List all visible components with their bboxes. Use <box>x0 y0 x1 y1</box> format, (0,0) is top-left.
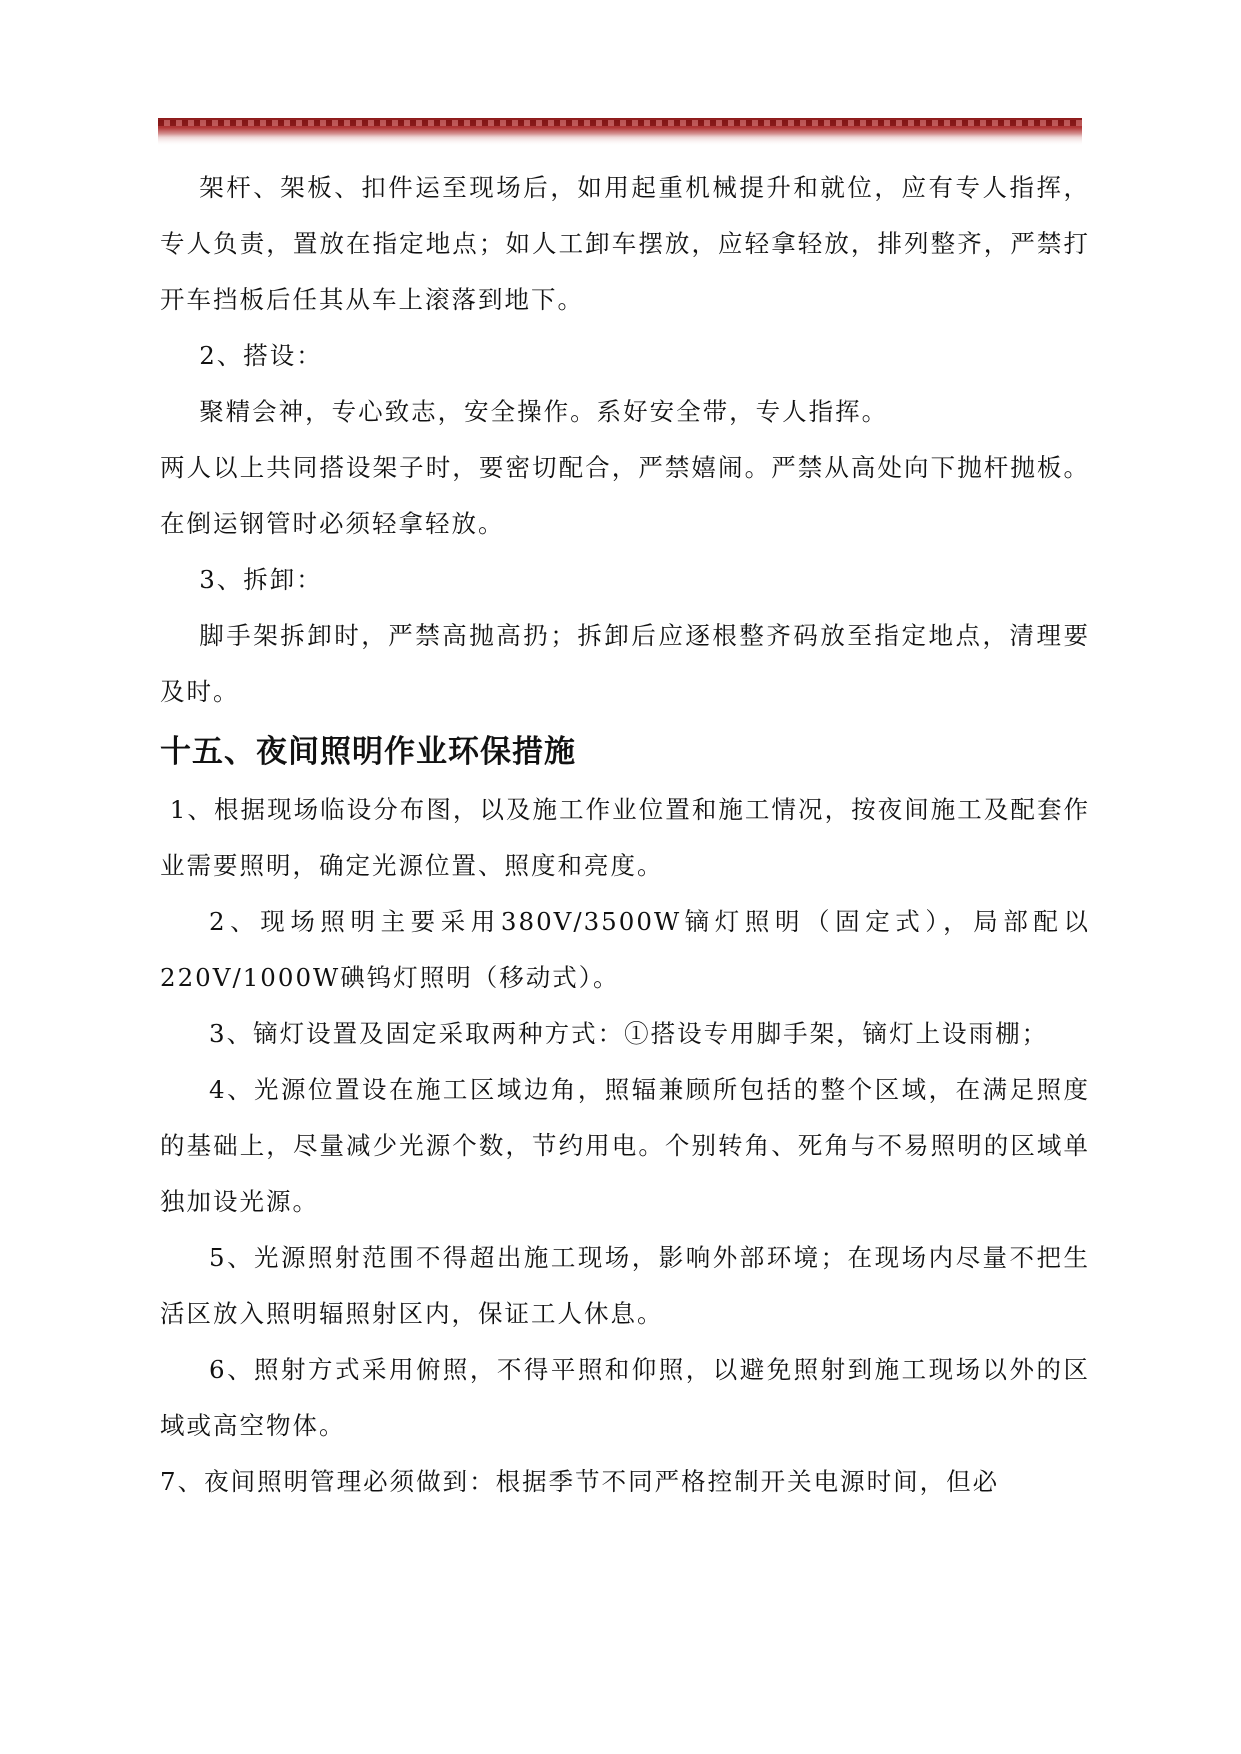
paragraph-lighting-7: 7、夜间照明管理必须做到：根据季节不同严格控制开关电源时间，但必 <box>160 1467 1000 1496</box>
subheading-dismantling: 3、拆卸： <box>199 565 323 594</box>
section-title: 十五、夜间照明作业环保措施 <box>160 734 576 770</box>
paragraph-lighting-4: 4、光源位置设在施工区域边角，照辐兼顾所包括的整个区域，在满足照度的基础上，尽量减少光源个数，节约用电。个别转角、死角与不易照明的区域单独加设光源。 <box>160 1075 1090 1216</box>
paragraph-erection-cooperation: 两人以上共同搭设架子时，要密切配合，严禁嬉闹。严禁从高处向下抛杆抛板。在倒运钢管时必须轻拿轻放。 <box>160 453 1090 538</box>
subheading-erection: 2、搭设： <box>199 341 323 370</box>
paragraph-lighting-3: 3、镝灯设置及固定采取两种方式：①搭设专用脚手架，镝灯上设雨棚； <box>209 1019 1049 1048</box>
paragraph-lighting-2: 2、现场照明主要采用380V/3500W镝灯照明（固定式），局部配以220V/1000W碘钨灯照明（移动式）。 <box>160 907 1090 992</box>
paragraph-lighting-6: 6、照射方式采用俯照，不得平照和仰照，以避免照射到施工现场以外的区域或高空物体。 <box>160 1355 1090 1440</box>
paragraph-lighting-1: 1、根据现场临设分布图，以及施工作业位置和施工情况，按夜间施工及配套作业需要照明，确定光源位置、照度和亮度。 <box>160 795 1090 880</box>
paragraph-erection-focus: 聚精会神，专心致志，安全操作。系好安全带，专人指挥。 <box>199 397 889 426</box>
paragraph-dismantling: 脚手架拆卸时，严禁高抛高扔；拆卸后应逐根整齐码放至指定地点，清理要及时。 <box>160 621 1090 706</box>
paragraph-material-handling: 架杆、架板、扣件运至现场后，如用起重机械提升和就位，应有专人指挥，专人负责，置放在指定地点；如人工卸车摆放，应轻拿轻放，排列整齐，严禁打开车挡板后任其从车上滚落到地下。 <box>160 173 1090 314</box>
paragraph-lighting-5: 5、光源照射范围不得超出施工现场，影响外部环境；在现场内尽量不把生活区放入照明辐照射区内，保证工人休息。 <box>160 1243 1090 1328</box>
decorative-header-band <box>158 118 1082 146</box>
document-body <box>160 160 1090 1510</box>
